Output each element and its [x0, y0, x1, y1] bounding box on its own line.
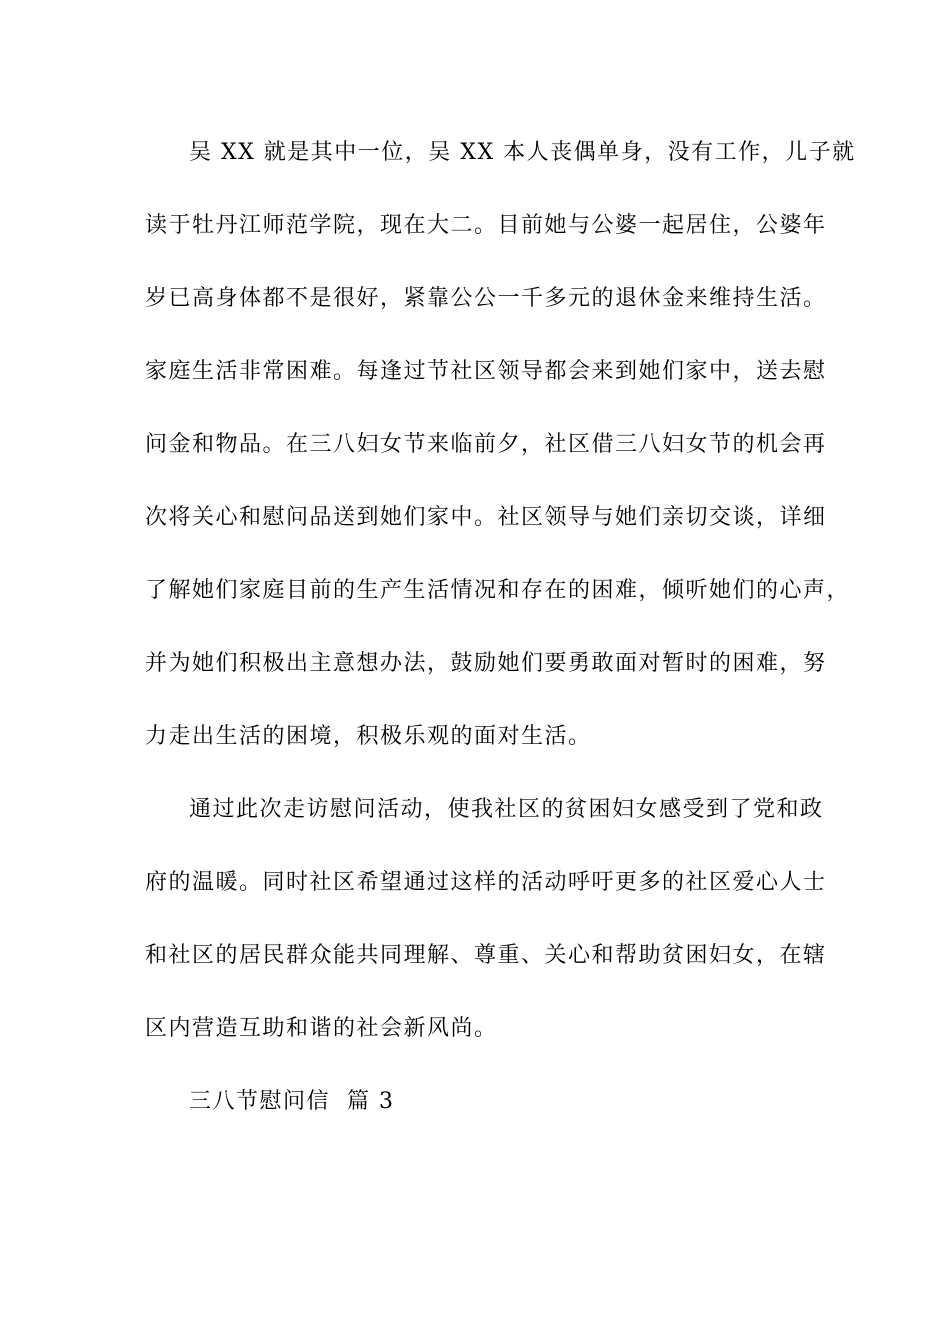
paragraph-line: 次将关心和慰问品送到她们家中。社区领导与她们亲切交谈，详细 [145, 505, 827, 530]
paragraph-line: 和社区的居民群众能共同理解、尊重、关心和帮助贫困妇女，在辖 [145, 943, 827, 968]
paragraph-line: 区内营造互助和谐的社会新风尚。 [145, 1016, 498, 1041]
paragraph-line: 了解她们家庭目前的生产生活情况和存在的困难，倾听她们的心声， [145, 578, 851, 603]
paragraph-line: 并为她们积极出主意想办法，鼓励她们要勇敢面对暂时的困难，努 [145, 651, 827, 676]
paragraph-line: 通过此次走访慰问活动，使我社区的贫困妇女感受到了党和政 [189, 797, 824, 822]
paragraph-line: 吴 XX 就是其中一位，吴 XX 本人丧偶单身，没有工作，儿子就 [189, 140, 856, 165]
paragraph-line: 力走出生活的困境，积极乐观的面对生活。 [145, 724, 592, 749]
paragraph-line: 问金和物品。在三八妇女节来临前夕，社区借三八妇女节的机会再 [145, 432, 827, 457]
paragraph-line: 府的温暖。同时社区希望通过这样的活动呼吁更多的社区爱心人士 [145, 870, 827, 895]
paragraph-line: 岁已高身体都不是很好，紧靠公公一千多元的退休金来维持生活。 [145, 286, 827, 311]
section-heading: 三八节慰问信 篇 3 [189, 1089, 395, 1114]
paragraph-line: 家庭生活非常困难。每逢过节社区领导都会来到她们家中，送去慰 [145, 359, 827, 384]
paragraph-line: 读于牡丹江师范学院，现在大二。目前她与公婆一起居住，公婆年 [145, 213, 827, 238]
